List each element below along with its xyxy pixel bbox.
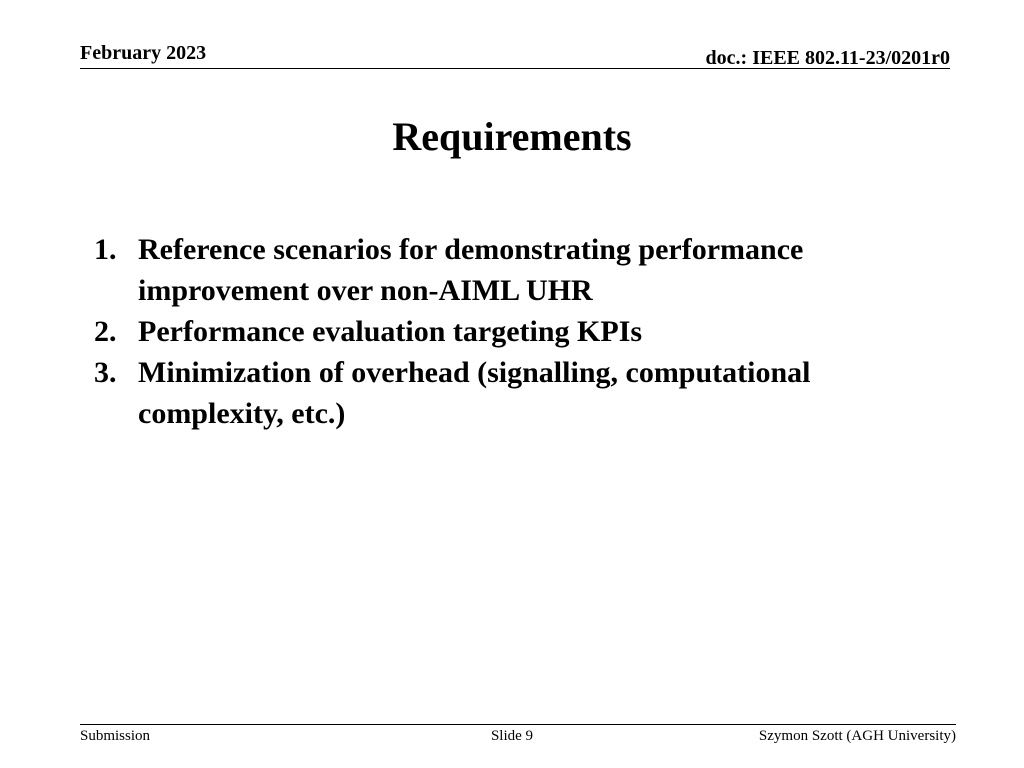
requirement-number: 3. — [94, 356, 117, 389]
requirement-number: 1. — [94, 233, 117, 266]
footer-slide-number: Slide 9 — [490, 728, 534, 744]
requirement-item-3 — [94, 352, 954, 434]
requirement-item-2 — [94, 311, 954, 352]
requirement-text: Minimization of overhead (signalling, computational complexity, etc.) — [138, 356, 811, 430]
header-date: February 2023 — [80, 42, 207, 64]
footer-divider — [80, 724, 956, 725]
footer-submission: Submission — [80, 728, 151, 744]
requirement-item-1 — [94, 229, 954, 311]
header-divider — [80, 68, 950, 69]
slide-title: Requirements — [392, 114, 632, 159]
requirements-list — [94, 229, 954, 434]
requirement-text: Performance evaluation targeting KPIs — [138, 315, 643, 348]
header-doc-id: doc.: IEEE 802.11-23/0201r0 — [705, 47, 950, 69]
requirement-text: Reference scenarios for demonstrating performance improvement over non-AIML UHR — [138, 233, 804, 307]
requirement-number: 2. — [94, 315, 117, 348]
footer-author: Szymon Szott (AGH University) — [758, 728, 956, 744]
